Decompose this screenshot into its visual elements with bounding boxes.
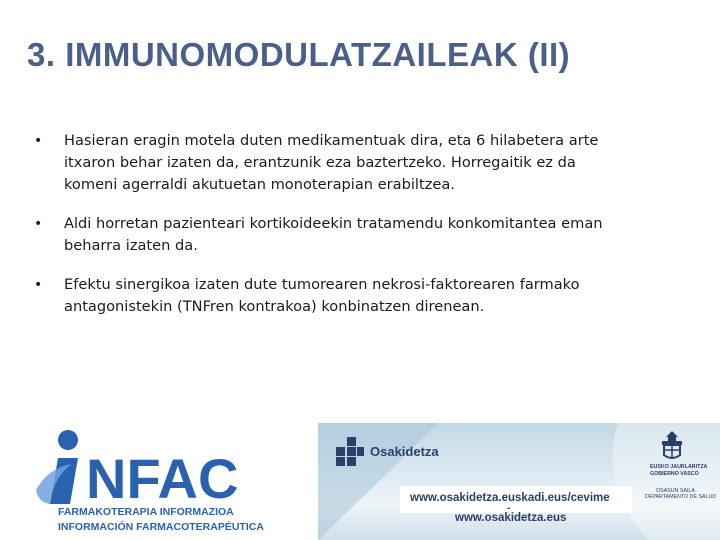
gov-dept-eu: OSASUN SAILA [656, 488, 695, 494]
osakidetza-url-link[interactable]: www.osakidetza.eus [455, 512, 567, 524]
bullet-item-3 [34, 274, 694, 318]
infac-subtitle-eu: FARMAKOTERAPIA INFORMAZIOA [58, 506, 234, 518]
bullet-text [64, 130, 694, 196]
bullet-line: Aldi horretan pazienteari kortikoideekin tratamendu konkomitantea eman [64, 215, 603, 232]
bullet-marker: • [34, 277, 43, 293]
bullet-item-1 [34, 130, 694, 196]
url-separator: - [507, 503, 511, 514]
infac-subtitle-es: INFORMACIÓN FARMACOTERAPÉUTICA [58, 521, 264, 533]
osakidetza-name: Osakidetza [370, 444, 439, 459]
bullet-line: itxaron behar izaten da, erantzunik eza baztertzeko. Horregaitik ez da [64, 154, 576, 171]
bullet-list [34, 130, 694, 335]
basque-government-emblem-icon [652, 429, 692, 463]
bullet-item-2 [34, 213, 694, 257]
infac-dot-icon [58, 430, 78, 450]
bullet-line: antagonistekin (TNFren kontrakoa) konbinatzen direnean. [64, 298, 485, 315]
cevime-url-link[interactable]: www.osakidetza.euskadi.eus/cevime [410, 492, 610, 504]
bullet-line: beharra izaten da. [64, 237, 198, 254]
bullet-marker: • [34, 133, 43, 149]
infac-wordmark: NFAC [86, 447, 239, 508]
footer [0, 420, 720, 540]
infac-brand [28, 420, 328, 540]
slide-title: 3. IMMUNOMODULATZAILEAK (II) [27, 36, 571, 73]
bullet-line: Efektu sinergikoa izaten dute tumorearen nekrosi-faktorearen farmako [64, 276, 580, 293]
gov-name-eu: EUSKO JAURLARITZA [650, 464, 708, 470]
infac-logo [28, 428, 268, 508]
bullet-text [64, 274, 694, 318]
gov-name-es: GOBIERNO VASCO [650, 471, 699, 477]
gov-dept-es: DEPARTAMENTO DE SALUD [645, 494, 717, 500]
bullet-marker: • [34, 216, 43, 232]
osakidetza-banner [318, 423, 720, 540]
osakidetza-cross-icon [332, 437, 366, 475]
bullet-text [64, 213, 694, 257]
bullet-line: komeni agerraldi akutuetan monoterapian erabiltzea. [64, 176, 455, 193]
bullet-line: Hasieran eragin motela duten medikamentuak dira, eta 6 hilabetera arte [64, 132, 599, 149]
